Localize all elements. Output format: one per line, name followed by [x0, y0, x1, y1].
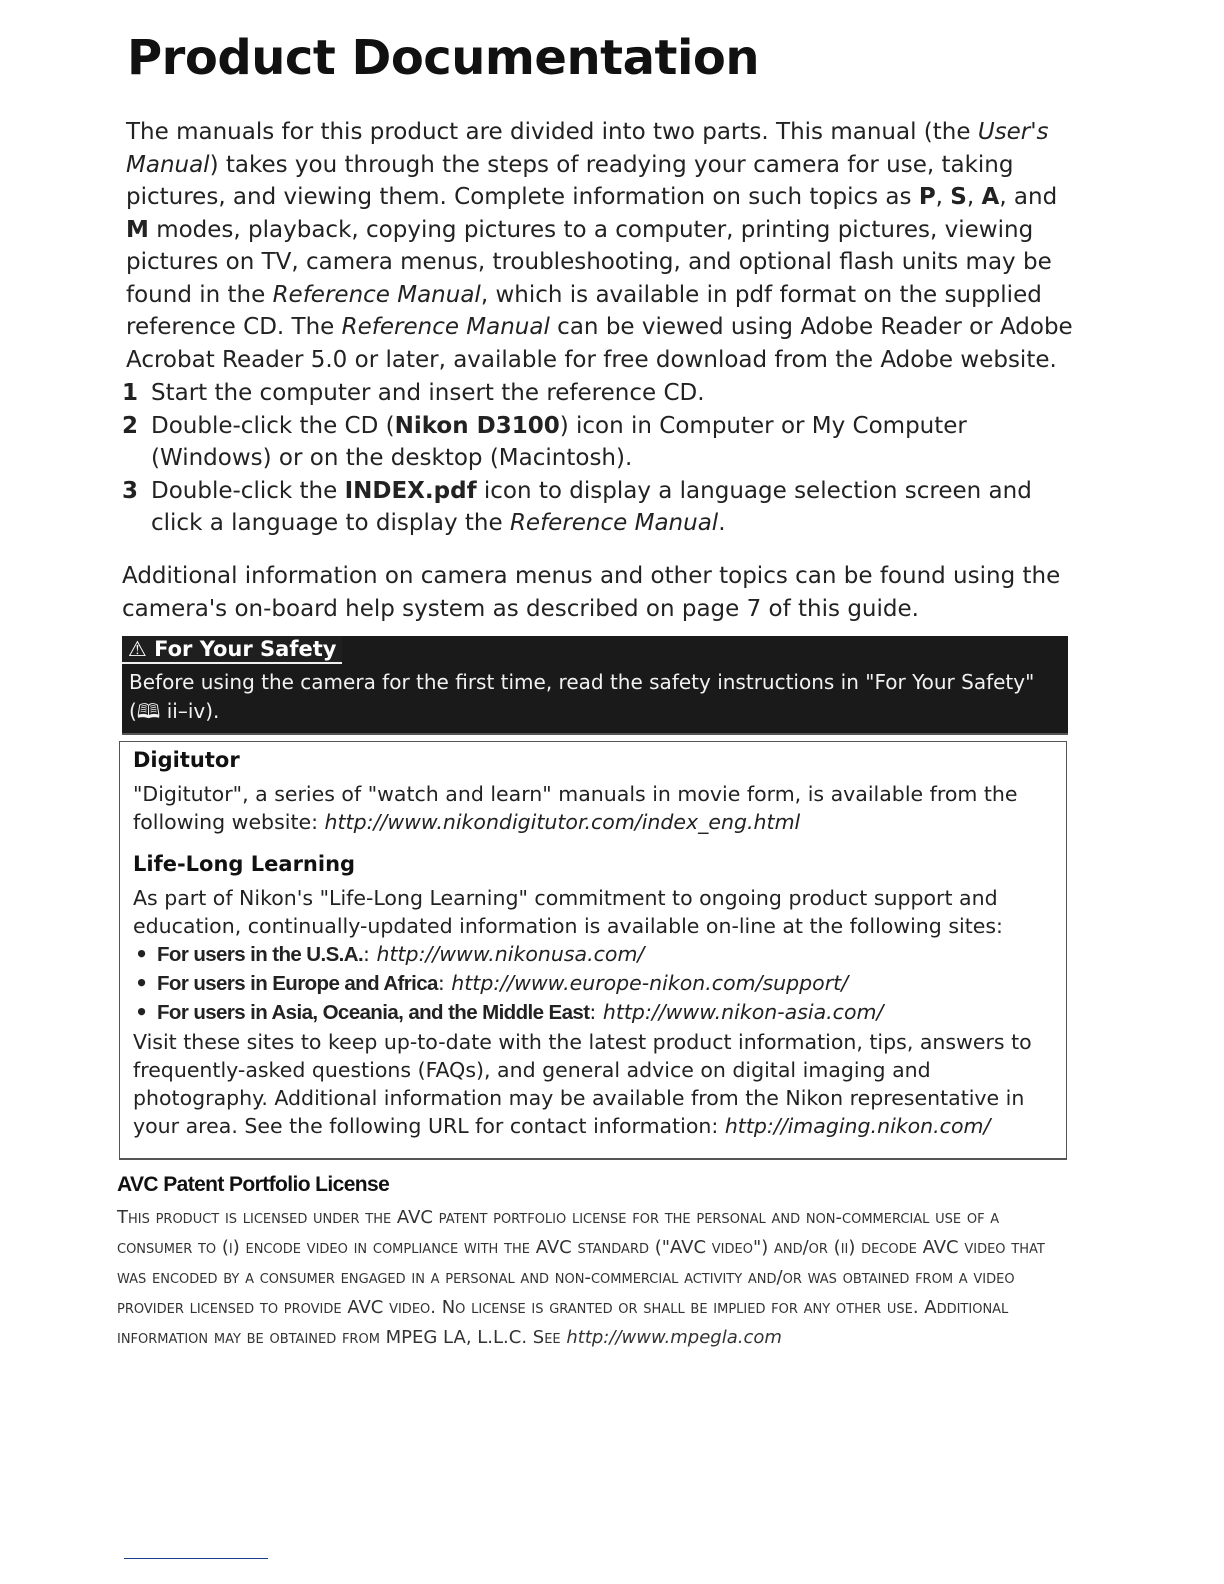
digitutor-link[interactable]: http://www.nikondigitutor.com/index_eng.html	[324, 810, 801, 834]
contact-link[interactable]: http://imaging.nikon.com/	[724, 1114, 991, 1138]
list-item: • For users in the U.S.A.: http://www.nikonusa.com/	[135, 942, 645, 966]
steps-list	[122, 377, 1072, 540]
avc-license-text: This product is licensed under the AVC patent portfolio license for the personal and non-commercial use of a consumer to (i) encode video in compliance with the AVC standard ("AVC video") and/or (ii) decode AVC video that was encoded by a consumer engaged in a personal and non-commercial activity and/or was obtained from a video provider licensed to provide AVC video. No license is granted or shall be implied for any other use. Additional information may be obtained from MPEG LA, L.L.C. See http://www.mpegla.com	[117, 1207, 1045, 1348]
step-item: 2 Double-click the CD (Nikon D3100) icon in Computer or My Computer (Windows) or on the desktop (Macintosh).	[122, 410, 1072, 475]
mpegla-link[interactable]: http://www.mpegla.com	[566, 1327, 782, 1348]
reference-manual-ref: Reference Manual	[272, 281, 481, 308]
step-item: 3 Double-click the INDEX.pdf icon to display a language selection screen and click a language to display the Reference Manual.	[122, 475, 1072, 540]
intro-paragraph: The manuals for this product are divided into two parts. This manual (the User's Manual) takes you through the steps of readying your camera for use, taking pictures, and viewing them. Complete information on such topics as P, S, A, and M modes, playback, copying pictures to a computer, printing pictures, viewing pictures on TV, camera menus, troubleshooting, and optional flash units may be found in the Reference Manual, which is available in pdf format on the supplied reference CD. The Reference Manual can be viewed using Adobe Reader or Adobe Acrobat Reader 5.0 or later, available for free download from the Adobe website.	[126, 119, 1073, 373]
lifelong-title: Life-Long Learning	[133, 852, 356, 876]
avc-title: AVC Patent Portfolio License	[117, 1173, 390, 1196]
site-link[interactable]: http://www.europe-nikon.com/support/	[451, 971, 849, 995]
info-box	[119, 741, 1067, 1160]
step-number: 3	[122, 477, 139, 504]
safety-banner	[122, 636, 1068, 735]
site-list	[133, 940, 883, 1027]
step-number: 1	[122, 380, 139, 406]
safety-text: Before using the camera for the first time, read the safety instructions in "For Your Safety" (🕮 ii–iv).	[129, 670, 1035, 723]
list-item: • For users in Asia, Oceania, and the Middle East: http://www.nikon-asia.com/	[135, 1000, 884, 1024]
book-icon-reference: (🕮 ii–iv).	[129, 699, 220, 723]
safety-heading: ⚠ For Your Safety	[122, 636, 342, 664]
step-item: 1 Start the computer and insert the reference CD.	[122, 377, 1072, 410]
page-title: Product Documentation	[127, 30, 760, 86]
mode-a: A	[981, 184, 1000, 210]
mode-m: M	[126, 216, 149, 243]
warning-icon: ⚠	[128, 637, 147, 661]
site-link[interactable]: http://www.nikonusa.com/	[376, 942, 645, 966]
lifelong-closing: Visit these sites to keep up-to-date with the latest product information, tips, answers to frequently-asked questions (FAQs), and general advice on digital imaging and photography. Additional information may be available from the Nikon representative in your area. See the following URL for contact information: http://imaging.nikon.com/	[133, 1030, 1032, 1138]
digitutor-title: Digitutor	[133, 748, 240, 772]
lifelong-text: As part of Nikon's "Life-Long Learning" commitment to ongoing product support and education, continually-updated information is available on-line at the following sites:	[133, 886, 1003, 938]
footer-rule	[124, 1558, 268, 1559]
help-paragraph: Additional information on camera menus and other topics can be found using the camera's on-board help system as described on page 7 of this guide.	[122, 563, 1061, 622]
users-manual-ref: User's Manual	[126, 119, 1049, 178]
digitutor-text: "Digitutor", a series of "watch and learn" manuals in movie form, is available from the following website: http://www.nikondigitutor.com/index_eng.html	[133, 782, 1018, 834]
mode-s: S	[950, 184, 967, 210]
site-link[interactable]: http://www.nikon-asia.com/	[602, 1000, 884, 1024]
list-item: • For users in Europe and Africa: http://www.europe-nikon.com/support/	[135, 971, 849, 995]
mode-p: P	[918, 184, 936, 210]
reference-manual-ref: Reference Manual	[341, 314, 550, 340]
step-number: 2	[122, 412, 139, 439]
